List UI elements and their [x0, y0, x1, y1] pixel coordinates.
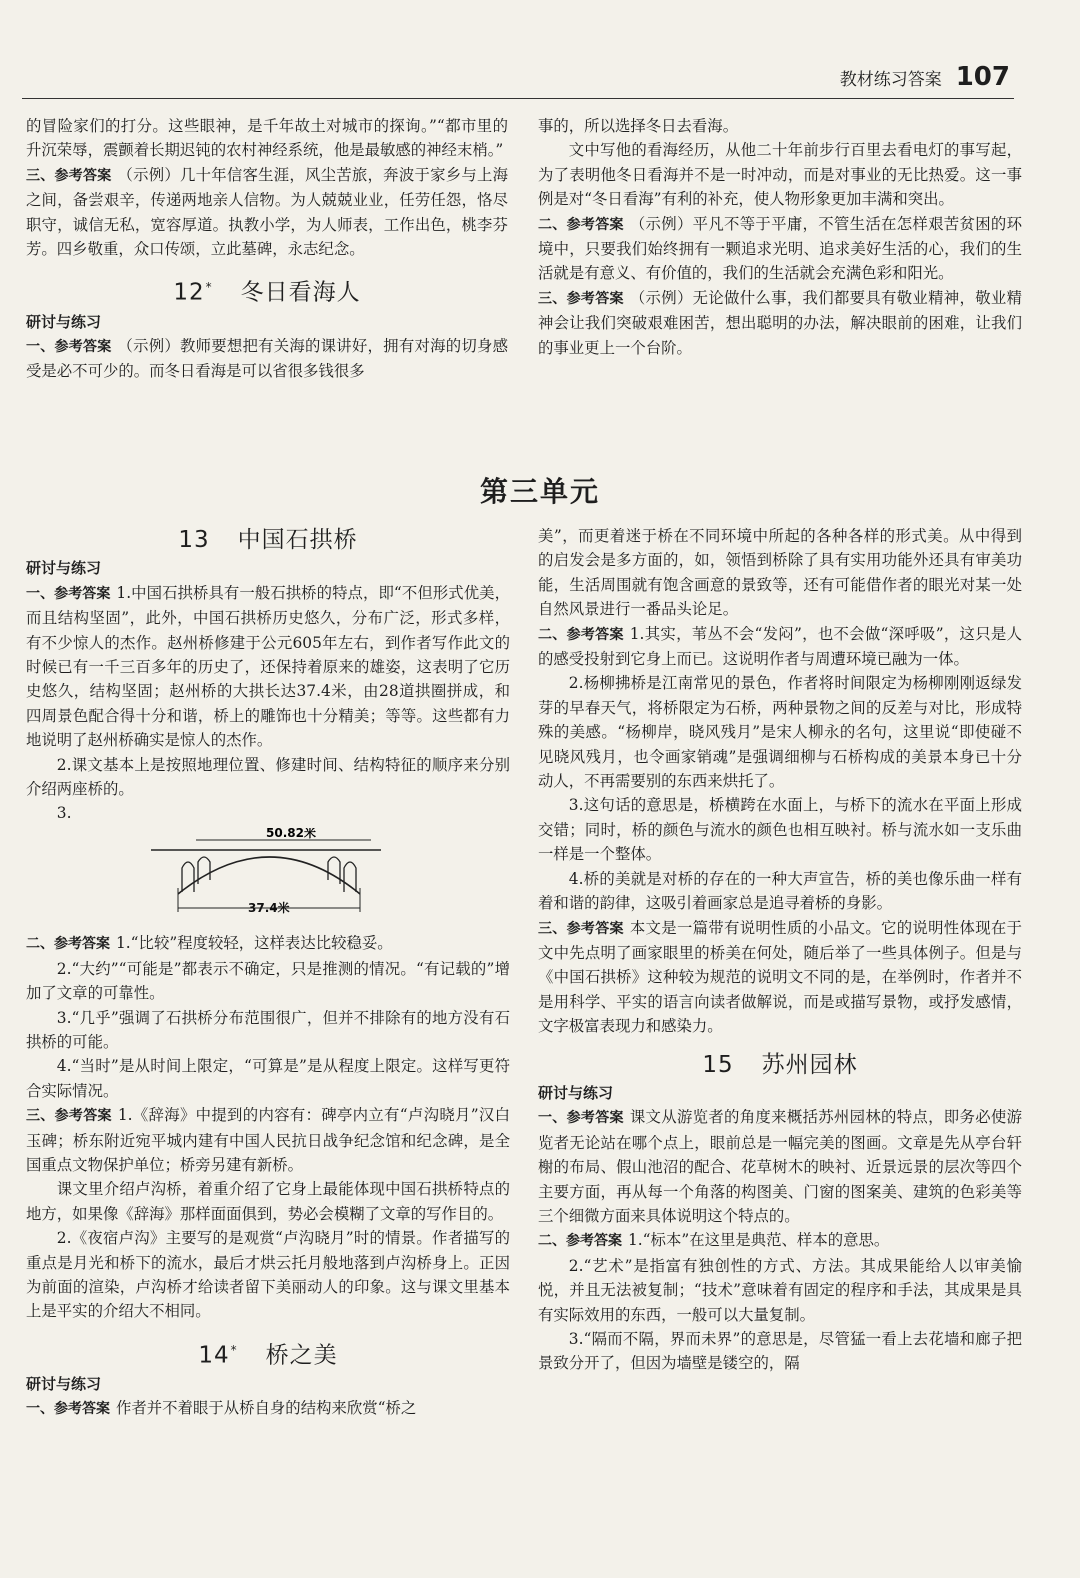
dimension-label-bottom: 37.4米 [248, 900, 290, 915]
bottom-left-column [26, 518, 510, 1422]
answer-tag: 一、参考答案 [26, 338, 112, 355]
main-arch [178, 857, 360, 894]
paragraph [26, 334, 508, 384]
lesson-number: 14 [198, 1342, 230, 1369]
paragraph [26, 163, 508, 262]
paragraph: 3.“隔而不隔，界而未界”的意思是，尽管猛一看上去花墙和廊子把景致分开了，但因为墙壁是镂空的，隔 [538, 1330, 1022, 1373]
paragraph: 2.杨柳拂桥是江南常见的景色，作者将时间限定为杨柳刚刚返绿发芽的早春天气，将桥限定为石桥，两种景物之间的反差与对比，形成特殊的美感。“杨柳岸，晓风残月”是宋人柳永的名句，这里说“即使碰不见晓风残月，也令画家销魂”是强调细柳与石桥构成的美景本身已十分动人，不再需要别的东西来烘托了。 [538, 674, 1022, 791]
paragraph: 4.“当时”是从时间上限定，“可算是”是从程度上限定。这样写更符合实际情况。 [26, 1057, 510, 1100]
answer-tag: 一、参考答案 [538, 1110, 624, 1127]
lesson-title: 桥之美 [265, 1342, 338, 1369]
lesson-number: 15 [702, 1051, 734, 1078]
lesson-heading-12 [26, 275, 508, 305]
answer-text: 本文是一篇带有说明性质的小品文。它的说明性体现在于文中先点明了画家眼里的桥美在何处，随后举了一些具体例子。但是与《中国石拱桥》这种较为规范的说明文不同的是，在举例时，作者并不是用科学、平实的语言向读者做解说，而是或描写景物，或抒发感情，文字极富表现力和感染力。 [538, 918, 1022, 1036]
answer-text: 作者并不着眼于从桥自身的结构来欣赏“桥之 [116, 1399, 417, 1418]
paragraph [26, 1396, 510, 1421]
answer-text: 课文从游览者的角度来概括苏州园林的特点，即务必使游览者无论站在哪个点上，眼前总是一幅完美的图画。文章是先从亭台轩榭的布局、假山池沼的配合、花草树木的映衬、近景远景的层次等四个主要方面，再从每一个角落的构图美、门窗的图案美、建筑的色彩美等三个细微方面来具体说明这个特点的。 [538, 1108, 1022, 1225]
unit-title: 第三单元 [479, 475, 600, 508]
paragraph [26, 581, 510, 753]
answer-text: （示例）教师要想把有关海的课讲好，拥有对海的切身感受是必不可少的。而冬日看海是可以省很多钱很多 [26, 336, 508, 381]
answer-text: 1.“比较”程度较轻，这样表达比较稳妥。 [116, 934, 393, 953]
paragraph: 2.《夜宿卢沟》主要写的是观赏“卢沟晓月”时的情景。作者描写的重点是月光和桥下的流水，最后才烘云托月般地落到卢沟桥身上。正因为前面的渲染，卢沟桥才给读者留下美丽动人的印象。这与课文里基本上是平实的介绍大不相同。 [26, 1229, 510, 1321]
lesson-title: 苏州园林 [761, 1051, 858, 1078]
dimension-label-top: 50.82米 [266, 827, 316, 840]
lesson-heading-14 [26, 1338, 510, 1368]
answer-text: 1.其实，苇丛不会“发闷”，也不会做“深呼吸”，这只是人的感受投射到它身上而已。这说明作者与周遭环境已融为一体。 [538, 624, 1022, 669]
answer-tag: 二、参考答案 [26, 936, 110, 953]
paragraph: 3.这句话的意思是，桥横跨在水面上，与桥下的流水在平面上形成交错；同时，桥的颜色与流水的颜色也相互映衬。桥与流水如一支乐曲一样是一个整体。 [538, 796, 1022, 864]
bottom-right-column [538, 524, 1022, 1376]
paragraph: 事的，所以选择冬日去看海。 [538, 117, 739, 135]
lesson-star: * [205, 280, 213, 295]
small-arch-right-2 [344, 862, 356, 892]
bridge-diagram-svg [26, 828, 510, 918]
header-rule [22, 98, 1014, 99]
paragraph: 2.“艺术”是指富有独创性的方式、方法。其成果能给人以审美愉悦，并且无法被复制；“技术”意味着有固定的程序和手法，其成果是具有实际效用的东西，一般可以大量复制。 [538, 1256, 1022, 1324]
lesson-number: 13 [178, 527, 210, 553]
small-arch-right-1 [328, 857, 340, 884]
answer-text: 1.《辞海》中提到的内容有：碑亭内立有“卢沟晓月”汉白玉碑；桥东附近宛平城内建有中国人民抗日战争纪念馆和纪念碑，是全国重点文物保护单位；桥旁另建有新桥。 [26, 1106, 511, 1174]
answer-tag: 三、参考答案 [26, 167, 112, 184]
answer-text: （示例）平凡不等于平庸，不管生活在怎样艰苦贫困的环境中，只要我们始终拥有一颗追求光明、追求美好生活的心，我们的生活就是有意义、有价值的，我们的生活就会充满色彩和阳光。 [538, 214, 1022, 283]
study-heading: 研讨与练习 [26, 312, 102, 331]
answer-text: （示例）无论做什么事，我们都要具有敬业精神，敬业精神会让我们突破艰难困苦，想出聪明的办法，解决眼前的困难，让我们的事业更上一个台阶。 [538, 288, 1022, 357]
page-header [840, 62, 1010, 92]
paragraph [538, 212, 1022, 286]
lesson-heading-15 [538, 1053, 1022, 1077]
paragraph: 文中写他的看海经历，从他二十年前步行百里去看电灯的事写起，为了表明他冬日看海并不是一时冲动，而是对事业的无比热爱。这一事例是对“冬日看海”有利的补充，使人物形象更加丰满和突出。 [538, 141, 1022, 209]
answer-text: 1.“标本”在这里是典范、样本的意思。 [628, 1231, 890, 1250]
paragraph [26, 931, 510, 956]
answer-text: （示例）几十年信客生涯，风尘苦旅，奔波于家乡与上海之间，备尝艰辛，传递两地亲人信物。为人兢兢业业，任劳任怨，恪尽职守，诚信无私，宽容厚道。执教小学，为人师表，工作出色，桃李芬芳。四乡敬重，众口传颂，立此墓碑，永志纪念。 [26, 165, 508, 259]
paragraph: 4.桥的美就是对桥的存在的一种大声宣告，桥的美也像乐曲一样有着和谐的韵律，这吸引着画家总是追寻着桥的身影。 [538, 869, 1022, 913]
answer-tag: 二、参考答案 [538, 216, 624, 233]
answer-text: 1.中国石拱桥具有一般石拱桥的特点，即“不但形式优美，而且结构坚固”，此外，中国石拱桥历史悠久，分布广泛，形式多样，有不少惊人的杰作。赵州桥修建于公元605年左右，到作者写作此文的时候已有一千三百多年的历史了，还保持着原来的雄姿，这表明了它历史悠久，结构坚固；赵州桥的大拱长达37.4米，由28道拱圈拼成，和四周景色配合得十分和谐，桥上的雕饰也十分精美；等等。这些都有力地说明了赵州桥确实是惊人的杰作。 [26, 583, 510, 750]
paragraph: 3.“几乎”强调了石拱桥分布范围很广，但并不排除有的地方没有石拱桥的可能。 [26, 1008, 510, 1051]
answer-tag: 二、参考答案 [538, 1233, 622, 1250]
page-number: 107 [955, 62, 1010, 92]
lesson-heading-13 [26, 528, 510, 552]
study-heading: 研讨与练习 [538, 1083, 614, 1102]
answer-tag: 二、参考答案 [538, 626, 624, 643]
answer-tag: 三、参考答案 [26, 1108, 112, 1125]
answer-tag: 一、参考答案 [26, 1401, 110, 1418]
paragraph [538, 1105, 1022, 1228]
small-arch-left-2 [198, 857, 210, 884]
paragraph [538, 622, 1022, 672]
answer-tag: 三、参考答案 [538, 290, 624, 307]
header-section-title: 教材练习答案 [839, 70, 942, 90]
answer-tag: 三、参考答案 [538, 920, 624, 937]
paragraph [26, 1103, 510, 1177]
study-heading: 研讨与练习 [26, 559, 102, 578]
study-heading: 研讨与练习 [26, 1374, 102, 1393]
top-left-column [26, 114, 508, 384]
lesson-title: 中国石拱桥 [237, 527, 358, 553]
paragraph: 3. [56, 804, 72, 823]
lesson-star: * [230, 1342, 238, 1357]
paragraph: 2.“大约”“可能是”都表示不确定，只是推测的情况。“有记载的”增加了文章的可靠性。 [26, 959, 510, 1003]
top-right-column [538, 114, 1022, 360]
bridge-diagram [26, 828, 510, 925]
small-arch-left-1 [182, 862, 194, 892]
paragraph [538, 1228, 1022, 1253]
paragraph: 的冒险家们的打分。这些眼神，是千年故土对城市的探询。”“都市里的升沉荣辱，震颤着长期迟钝的农村神经系统，他是最敏感的神经末梢。” [26, 117, 508, 160]
paragraph: 美”，而更着迷于桥在不同环境中所起的各种各样的形式美。从中得到的启发会是多方面的，如，领悟到桥除了具有实用功能外还具有审美功能，生活周围就有饱含画意的景致等，还有可能借作者的眼光对某一处自然风景进行一番品头论足。 [538, 527, 1022, 619]
answer-tag: 一、参考答案 [26, 585, 111, 602]
paragraph [538, 916, 1022, 1039]
lesson-number: 12 [173, 280, 205, 307]
paragraph [538, 286, 1022, 360]
paragraph: 2.课文基本上是按照地理位置、修建时间、结构特征的顺序来分别介绍两座桥的。 [26, 755, 510, 799]
paragraph: 课文里介绍卢沟桥，着重介绍了它身上最能体现中国石拱桥特点的地方，如果像《辞海》那样面面俱到，势必会模糊了文章的写作目的。 [26, 1180, 510, 1223]
lesson-title: 冬日看海人 [240, 280, 361, 307]
